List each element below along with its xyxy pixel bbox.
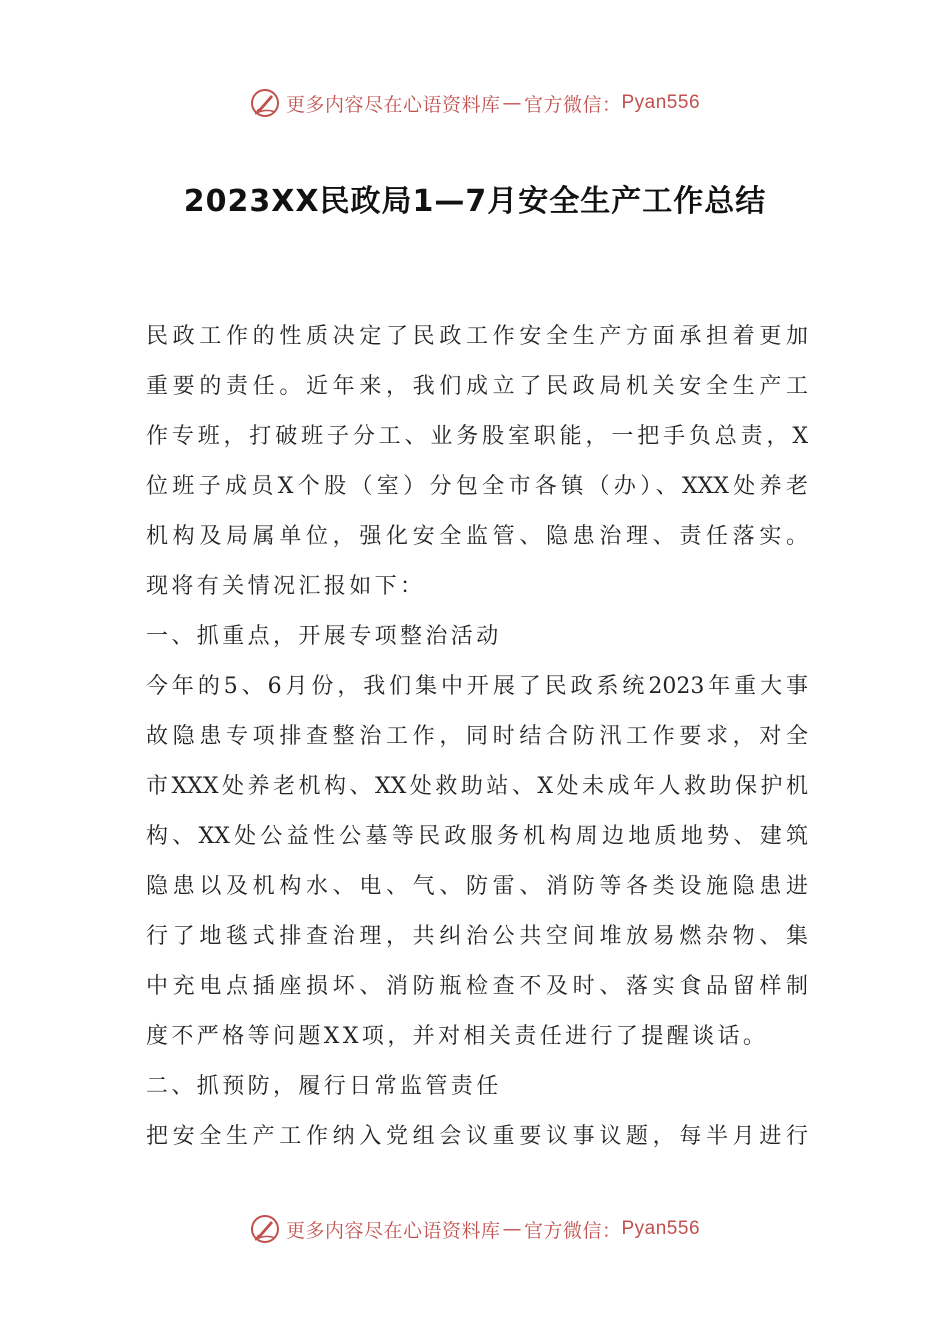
body-line: 今年的5、6月份，我们集中开展了民政系统2023年重大事 <box>146 674 808 699</box>
watermark-text: 更多内容尽在心语资料库 <box>285 93 501 116</box>
watermark-text: 更多内容尽在心语资料库 <box>285 1219 501 1242</box>
watermark-separator: — <box>502 92 522 114</box>
body-line: 故隐患专项排查整治工作，同时结合防汛工作要求，对全 <box>146 724 808 749</box>
body-line: 构、XX处公益性公墓等民政服务机构周边地质地势、建筑 <box>146 824 808 849</box>
watermark-footer <box>0 1214 950 1244</box>
watermark-wechat-id: Pyan556 <box>621 92 701 113</box>
quill-logo-icon <box>250 88 280 118</box>
body-line: 度不严格等问题XX项，并对相关责任进行了提醒谈话。 <box>146 1024 769 1049</box>
body-line: 行了地毯式排查治理，共纠治公共空间堆放易燃杂物、集 <box>146 924 808 949</box>
watermark-separator: — <box>502 1218 522 1240</box>
body-line: 市XXX处养老机构、XX处救助站、X处未成年人救助保护机 <box>146 774 808 799</box>
watermark-wechat-label: 官方微信： <box>523 93 622 116</box>
watermark-wechat-id: Pyan556 <box>621 1218 701 1239</box>
section-heading-1: 一、抓重点，开展专项整治活动 <box>146 624 502 649</box>
watermark-wechat-label: 官方微信： <box>523 1219 622 1242</box>
body-line: 机构及局属单位，强化安全监管、隐患治理、责任落实。 <box>146 524 808 549</box>
body-line: 民政工作的性质决定了民政工作安全生产方面承担着更加 <box>146 324 808 349</box>
body-line: 把安全生产工作纳入党组会议重要议事议题，每半月进行 <box>146 1124 808 1149</box>
body-line: 作专班，打破班子分工、业务股室职能，一把手负总责，X <box>146 424 808 449</box>
watermark-header <box>0 88 950 118</box>
document-body <box>146 312 808 1162</box>
section-heading-2: 二、抓预防，履行日常监管责任 <box>146 1074 502 1099</box>
document-title: 2023XX民政局1—7月安全生产工作总结 <box>183 184 767 219</box>
body-line: 隐患以及机构水、电、气、防雷、消防等各类设施隐患进 <box>146 874 808 899</box>
body-line: 现将有关情况汇报如下： <box>146 574 426 599</box>
body-line: 重要的责任。近年来，我们成立了民政局机关安全生产工 <box>146 374 808 399</box>
quill-logo-icon <box>250 1214 280 1244</box>
body-line: 位班子成员X个股（室）分包全市各镇（办）、XXX处养老 <box>146 474 808 499</box>
body-line: 中充电点插座损坏、消防瓶检查不及时、落实食品留样制 <box>146 974 808 999</box>
